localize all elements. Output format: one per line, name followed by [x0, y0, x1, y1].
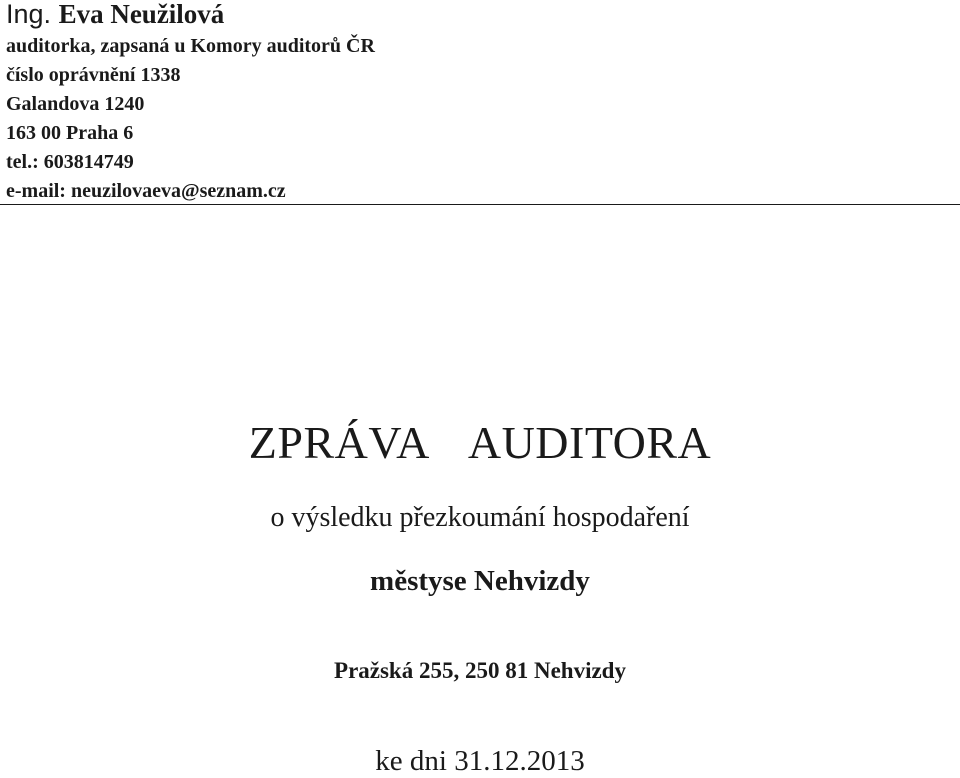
license-number: číslo oprávnění 1338: [6, 64, 181, 86]
entity-address: Pražská 255, 250 81 Nehvizdy: [334, 658, 626, 683]
auditor-registration: auditorka, zapsaná u Komory auditorů ČR: [6, 35, 375, 57]
report-date: ke dni 31.12.2013: [375, 745, 585, 777]
title-word-2: AUDITORA: [467, 417, 712, 468]
email: e-mail: neuzilovaeva@seznam.cz: [6, 180, 286, 202]
auditor-title: Ing.: [6, 0, 52, 29]
audited-entity: městyse Nehvizdy: [370, 565, 590, 597]
header-divider: [0, 204, 960, 205]
city-postcode: 163 00 Praha 6: [6, 122, 134, 144]
auditor-full-name: Eva Neužilová: [58, 0, 225, 29]
phone: tel.: 603814749: [6, 151, 134, 173]
street-address: Galandova 1240: [6, 93, 145, 115]
document-subtitle: o výsledku přezkoumání hospodaření: [270, 502, 690, 533]
document-title: [0, 418, 960, 468]
title-word-1: ZPRÁVA: [248, 417, 430, 468]
auditor-name: [6, 0, 224, 30]
